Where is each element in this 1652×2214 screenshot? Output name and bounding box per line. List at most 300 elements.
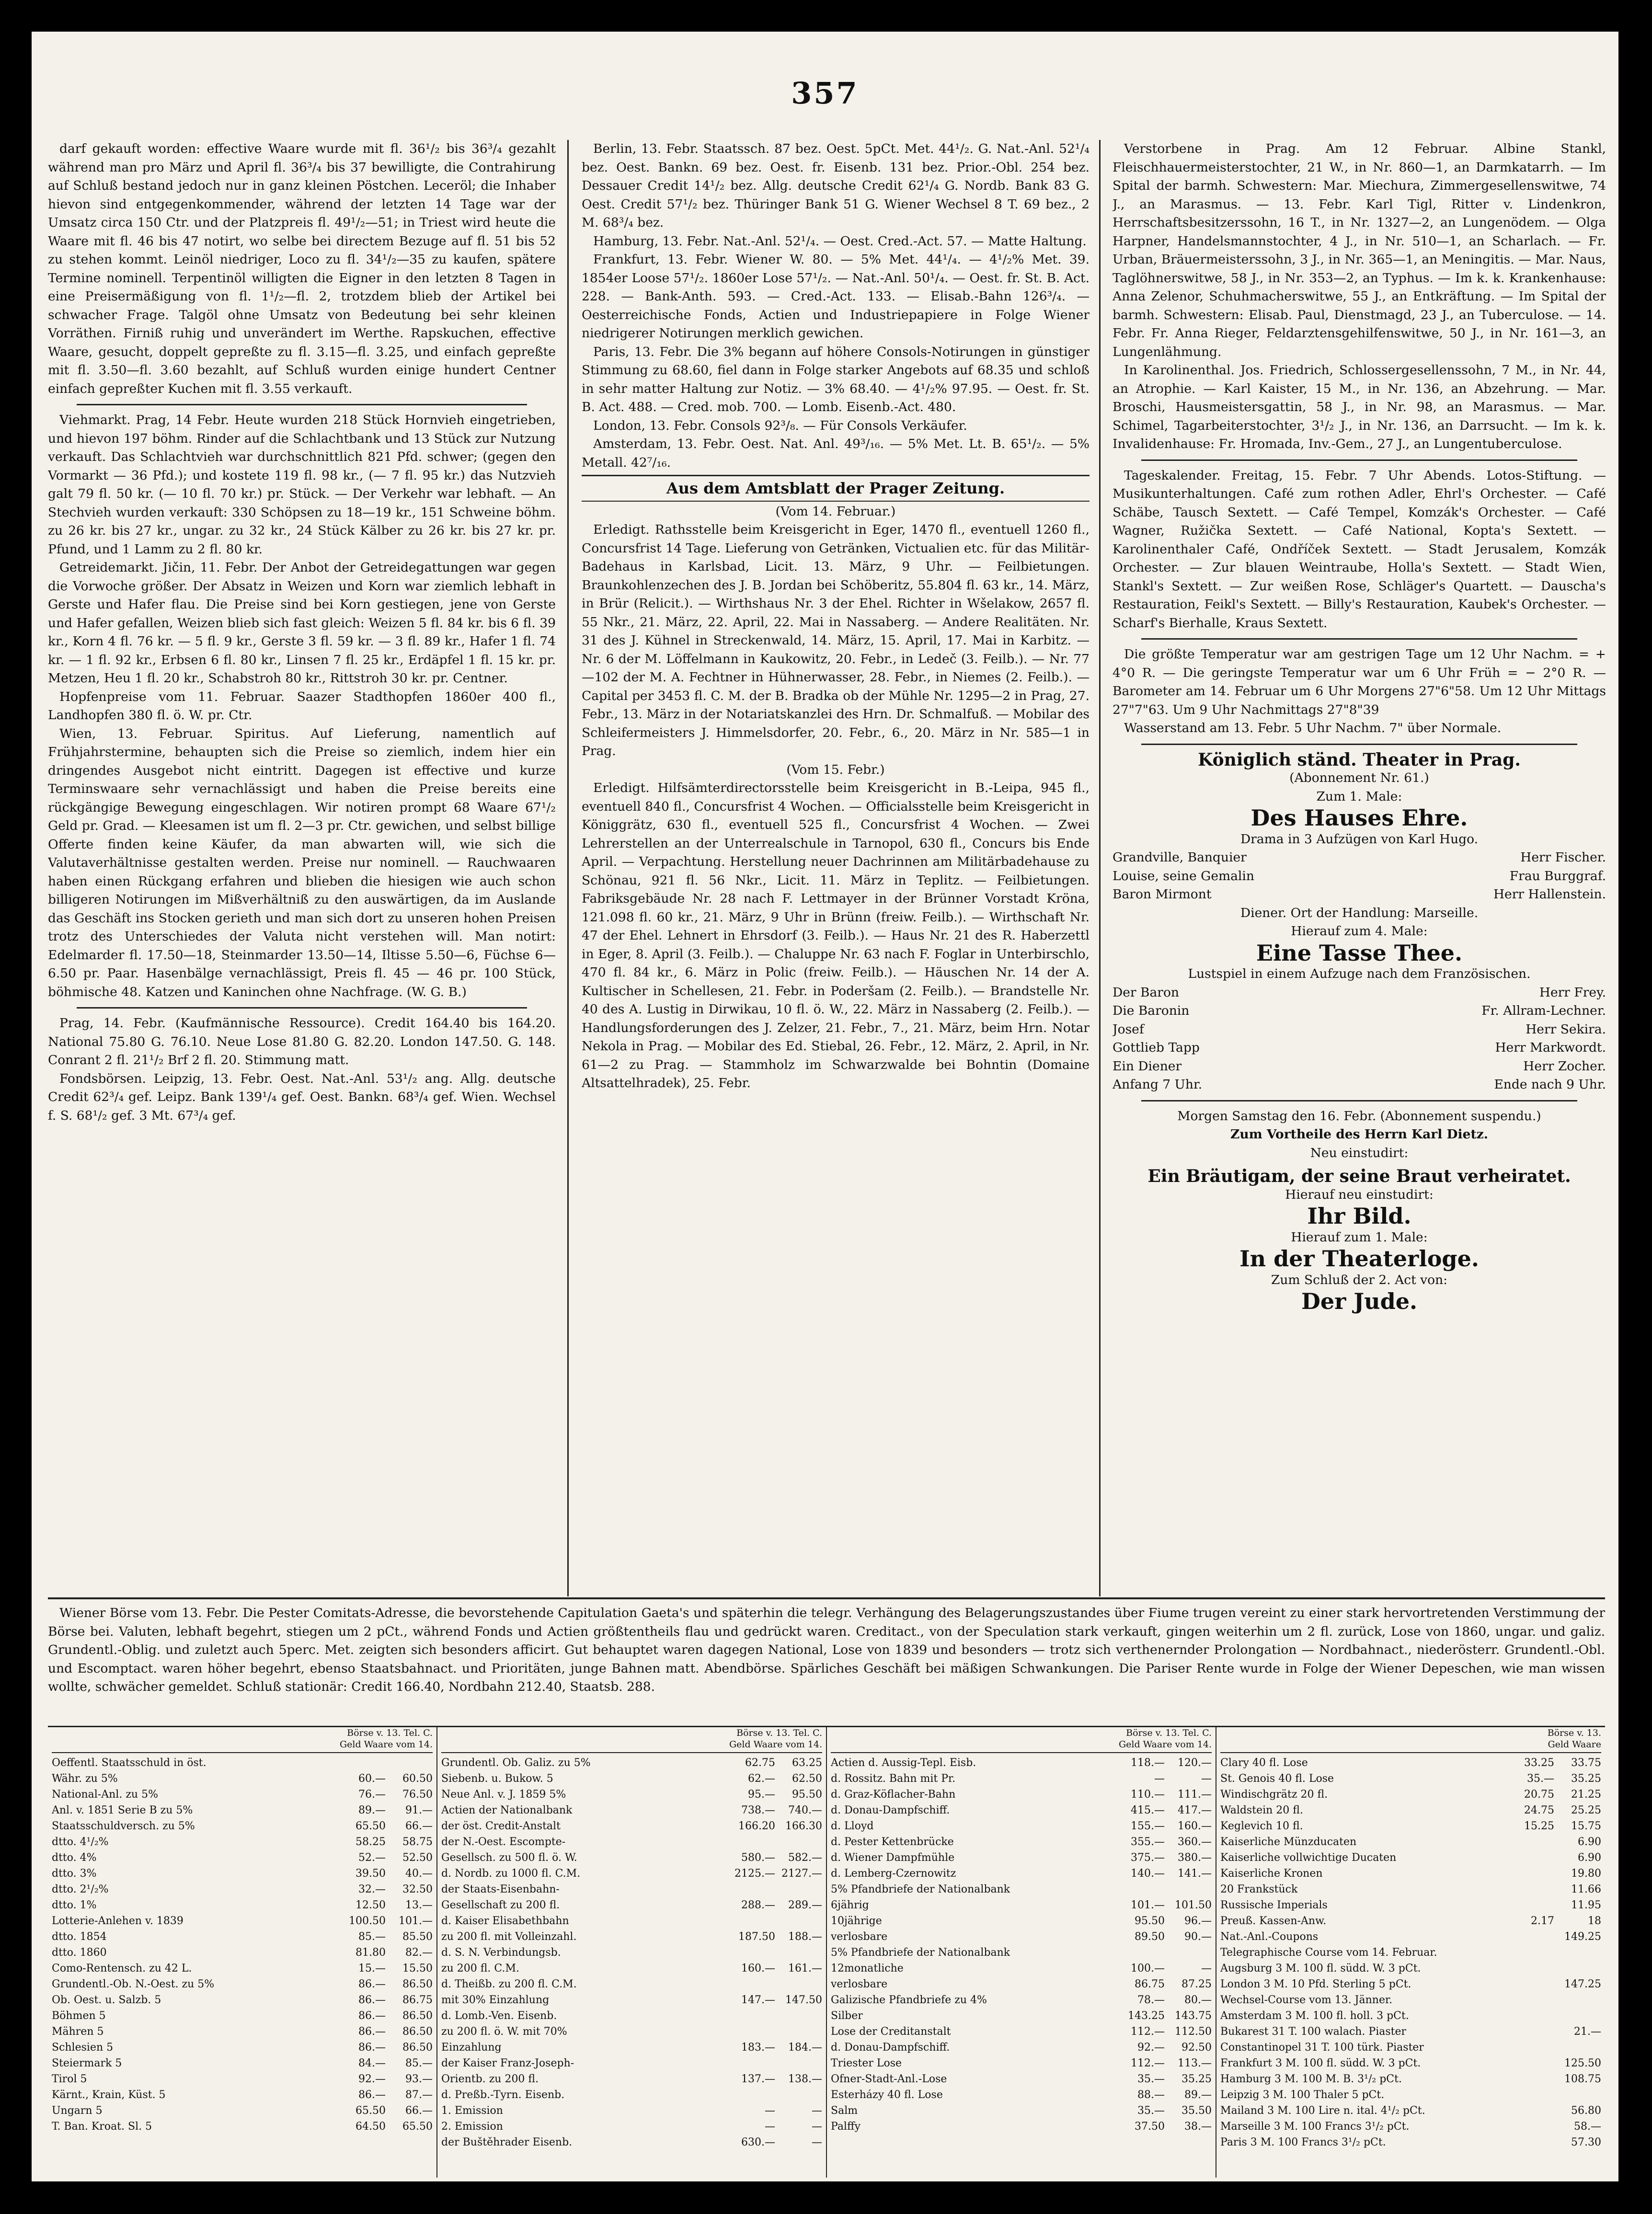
geld-value: 35.— xyxy=(1137,2073,1165,2085)
waare-value xyxy=(1165,1945,1212,1961)
geld-value xyxy=(1507,2087,1554,2103)
security-name: d. Kaiser Elisabethbahn xyxy=(441,1915,569,1927)
geld-value: 86.75 xyxy=(1135,1978,1165,1990)
security-name: d. Lemberg-Czernowitz xyxy=(831,1868,956,1880)
bourse-table-row xyxy=(441,1834,822,1850)
waare-value: 13.— xyxy=(405,1899,433,1911)
newspaper-page xyxy=(34,34,1616,2179)
play-5-title: In der Theaterloge. xyxy=(1239,1246,1479,1272)
play-2-subtitle: Lustspiel in einem Aufzuge nach dem Französischen. xyxy=(1188,966,1531,981)
waare-value: 161.— xyxy=(788,1962,822,1974)
waare-value: 40.— xyxy=(405,1868,433,1880)
waare-value: 62.50 xyxy=(792,1773,822,1785)
deaths-text: Verstorbene in Prag. Am 12 Februar. Albine Stankl, Fleischhauermeisterstochter, 21 W., in Nr. 860—1, an Darmkatarrh. — Im Spital der barmh. Schwestern: Mar. Miechura, Zimmergesellenswitwe, 74 J., an Marasmus. — 13. Febr. Karl Tigl, Ritter v. Lindenkron, Herrschaftsbesitzerssohn, 16 T., in Nr. 1327—2, an Lungenödem. — Olga Harpner, Handelsmannstochter, 4 J., in Nr. 510—1, an Scharlach. — Fr. Urban, Bräuermeisterssohn, 3 J., in Nr. 365—1, an Meningitis. — Mar. Naus, Taglöhnerswitwe, 58 J., in Nr. 353—2, an Typhus. — Im k. k. Krankenhause: Anna Zelenor, Schuhmacherswitwe, 55 J., an Entkräftung. — Im Spital der barmh. Schwestern: Elisab. Paul, Dienstmagd, 23 J., an Tuberculose. — 14. Febr. Fr. Anna Rieger, Feldarztensgehilfenswitwe, 50 J., in Nr. 161—3, an Lungenlähmung. xyxy=(1113,141,1606,359)
geld-value: 160.— xyxy=(741,1962,775,1974)
security-name: Orientb. zu 200 fl. xyxy=(441,2073,539,2085)
geld-value: 2125.— xyxy=(734,1868,775,1880)
bourse-table-row xyxy=(1220,1866,1601,1881)
geld-value: 143.25 xyxy=(1128,2010,1165,2022)
theater-hierauf-2: Hierauf neu einstudirt: xyxy=(1285,1187,1434,1202)
security-name: zu 200 fl. ö. W. mit 70% xyxy=(441,2026,567,2038)
bourse-table-row xyxy=(441,2071,822,2087)
geld-value: 33.25 xyxy=(1524,1757,1554,1769)
waare-value: 96.— xyxy=(1184,1915,1212,1927)
waare-value: 80.— xyxy=(1184,1994,1212,2006)
security-name: Kärnt., Krain, Küst. 5 xyxy=(52,2089,166,2101)
security-name: zu 200 fl. C.M. xyxy=(441,1962,519,1974)
waare-value: 58.— xyxy=(1574,2121,1601,2133)
security-name: Hamburg 3 M. 100 M. B. 3¹/₂ pCt. xyxy=(1220,2073,1402,2085)
waare-value: 184.— xyxy=(788,2042,822,2053)
security-name: d. Theißb. zu 200 fl. C.M. xyxy=(441,1978,577,1990)
bourse-table-row xyxy=(52,2071,433,2087)
waare-value: 11.95 xyxy=(1571,1899,1601,1911)
security-name: National-Anl. zu 5% xyxy=(52,1789,158,1801)
security-name: Triester Lose xyxy=(831,2057,902,2069)
cast-actor: Frau Burggraf. xyxy=(1509,868,1606,883)
geld-value: 81.80 xyxy=(356,1947,386,1959)
bourse-table-row xyxy=(831,2055,1212,2071)
bourse-table-row xyxy=(1220,2008,1601,2024)
security-name: Oeffentl. Staatsschuld in öst. xyxy=(52,1757,206,1769)
bourse-table-row xyxy=(441,1771,822,1787)
geld-value xyxy=(1507,1850,1554,1866)
waare-value: 11.66 xyxy=(1571,1883,1601,1895)
prague-ressource-text: Prag, 14. Febr. (Kaufmännische Ressource). Credit 164.40 bis 164.20. National 75.80 G. 76.10. Neue Lose 81.80 G. 82.20. London 147.50. G. 148. Conrant 2 fl. 21¹/₂ Brf 2 fl. 20. Stimmung matt. xyxy=(48,1016,556,1067)
geld-value: 112.— xyxy=(1131,2057,1165,2069)
security-name: der Buštěhrader Eisenb. xyxy=(441,2136,573,2148)
security-name: Ofner-Stadt-Anl.-Lose xyxy=(831,2073,947,2085)
waare-value xyxy=(1554,1992,1601,2008)
bourse-table-row xyxy=(1220,2087,1601,2103)
security-name: Russische Imperials xyxy=(1220,1899,1328,1911)
waare-value: 15.50 xyxy=(402,1962,433,1974)
security-name: der Staats-Eisenbahn- xyxy=(441,1883,560,1895)
security-name: dtto. 2¹/₂% xyxy=(52,1883,109,1895)
security-name: d. Pester Kettenbrücke xyxy=(831,1836,954,1848)
waare-value: 86.50 xyxy=(402,2010,433,2022)
security-name: Ungarn 5 xyxy=(52,2105,103,2117)
security-name: Bukarest 31 T. 100 walach. Piaster xyxy=(1220,2026,1407,2038)
geld-value: 100.50 xyxy=(349,1915,386,1927)
bourse-table-row xyxy=(441,2119,822,2134)
security-name: 5% Pfandbriefe der Nationalbank xyxy=(831,1947,1010,1959)
security-name: Neue Anl. v. J. 1859 5% xyxy=(441,1789,566,1801)
security-name: T. Ban. Kroat. Sl. 5 xyxy=(52,2121,152,2133)
security-name: Paris 3 M. 100 Francs 3¹/₂ pCt. xyxy=(1220,2136,1386,2148)
paris-text: Paris, 13. Febr. Die 3% begann auf höhere Consols-Notirungen in günstiger Stimmung zu 68.60, fiel dann in Folge starker Angebots auf 68.35 und schloß in sehr matter Haltung zur Notiz. — 3% 68.40. — 4¹/₂% 97.95. — Oest. fr. St. B. Act. 488. — Cred. mob. 700. — Lomb. Eisenb.-Act. 480. xyxy=(582,344,1090,414)
security-name: Ob. Oest. u. Salzb. 5 xyxy=(52,1994,161,2006)
geld-value: 92.— xyxy=(1137,2042,1165,2053)
waare-value: 66.— xyxy=(405,1820,433,1832)
bourse-table-row xyxy=(1220,2134,1601,2150)
waare-value: 90.— xyxy=(1184,1931,1212,1943)
waare-value: 58.75 xyxy=(402,1836,433,1848)
play-2-title: Eine Tasse Thee. xyxy=(1256,940,1463,966)
security-name: Siebenb. u. Bukow. 5 xyxy=(441,1773,553,1785)
bourse-table-row xyxy=(1220,1818,1601,1834)
security-name: Kaiserliche Münzducaten xyxy=(1220,1836,1357,1848)
bourse-table-row xyxy=(831,1818,1212,1834)
cast-role: Der Baron xyxy=(1113,985,1179,1000)
waare-value: 19.80 xyxy=(1571,1868,1601,1880)
security-name: Kaiserliche Kronen xyxy=(1220,1868,1323,1880)
bourse-table-row xyxy=(1220,1850,1601,1866)
waare-value: 66.— xyxy=(405,2105,433,2117)
waare-value: 160.— xyxy=(1178,1820,1212,1832)
bourse-table-row xyxy=(441,2087,822,2103)
waare-value: 15.75 xyxy=(1571,1820,1601,1832)
bourse-table-row xyxy=(831,2071,1212,2087)
cast-role: Die Baronin xyxy=(1113,1003,1190,1018)
waare-value: 32.50 xyxy=(402,1883,433,1895)
security-name: 2. Emission xyxy=(441,2121,503,2133)
security-name: dtto. 1854 xyxy=(52,1931,107,1943)
security-name: Lotterie-Anlehen v. 1839 xyxy=(52,1915,184,1927)
geld-value xyxy=(728,2008,775,2024)
bourse-table-row xyxy=(441,2040,822,2055)
cast-row xyxy=(1113,1039,1606,1057)
fondsboersen-text: Fondsbörsen. Leipzig, 13. Febr. Oest. Nat.-Anl. 53¹/₂ ang. Allg. deutsche Credit 62³/₄ gef. Leipz. Bank 139¹/₄ gef. Oest. Bankn. 68³/₄ gef. Wien. Wechsel f. S. 68¹/₂ gef. 3 Mt. 67³/₄ gef. xyxy=(48,1071,556,1123)
bourse-table-row xyxy=(1220,2055,1601,2071)
vienna-bourse-report xyxy=(48,1604,1605,1697)
geld-value: 112.— xyxy=(1131,2026,1165,2038)
geld-value xyxy=(1507,1897,1554,1913)
waare-value: 188.— xyxy=(788,1931,822,1943)
geld-value: 37.50 xyxy=(1135,2121,1165,2133)
security-name: Steiermark 5 xyxy=(52,2057,122,2069)
bourse-table-row xyxy=(52,1945,433,1961)
bourse-table-row xyxy=(52,1755,433,1771)
waare-value: 6.90 xyxy=(1578,1852,1601,1864)
waare-value: 92.50 xyxy=(1182,2042,1212,2053)
waare-value: 82.— xyxy=(405,1947,433,1959)
waare-value xyxy=(775,2055,822,2071)
waare-value: 95.50 xyxy=(792,1789,822,1801)
hamburg-text: Hamburg, 13. Febr. Nat.-Anl. 52¹/₄. — Oest. Cred.-Act. 57. — Matte Haltung. xyxy=(593,233,1087,249)
bourse-table-row xyxy=(441,1976,822,1992)
divider xyxy=(77,404,527,405)
waare-value: 149.25 xyxy=(1564,1931,1601,1943)
geld-value xyxy=(1507,1881,1554,1897)
geld-value: 65.50 xyxy=(356,1820,386,1832)
geld-value: 39.50 xyxy=(356,1868,386,1880)
bourse-table-row xyxy=(441,2055,822,2071)
waare-value: 91.— xyxy=(405,1804,433,1816)
play-1-subtitle: Drama in 3 Aufzügen von Karl Hugo. xyxy=(1240,831,1479,847)
geld-value: 110.— xyxy=(1131,1789,1165,1801)
cast-actor: Herr Fischer. xyxy=(1520,850,1606,865)
cast-actor: Herr Hallenstein. xyxy=(1493,887,1606,902)
security-name: Silber xyxy=(831,2010,863,2022)
geld-value xyxy=(1507,2055,1554,2071)
security-name: Nat.-Anl.-Coupons xyxy=(1220,1931,1319,1943)
security-name: 6jährig xyxy=(831,1899,869,1911)
bourse-table-row xyxy=(1220,1802,1601,1818)
geld-value xyxy=(728,1976,775,1992)
bourse-table-row xyxy=(441,2134,822,2150)
cast-row xyxy=(1113,885,1606,904)
geld-value xyxy=(1118,1945,1165,1961)
waare-value: 120.— xyxy=(1178,1757,1212,1769)
bourse-table-row xyxy=(52,1961,433,1976)
cast-actor: Ende nach 9 Uhr. xyxy=(1494,1077,1606,1092)
geld-value: 86.— xyxy=(358,1978,386,1990)
security-name: dtto. 4¹/₂% xyxy=(52,1836,109,1848)
geld-value: 86.— xyxy=(358,1994,386,2006)
page-number: 357 xyxy=(791,76,859,111)
security-name: verlosbare xyxy=(831,1978,888,1990)
geld-value: 92.— xyxy=(358,2073,386,2085)
security-name: Telegraphische Course vom 14. Februar. xyxy=(1220,1947,1437,1959)
waare-value: 35.50 xyxy=(1182,2105,1212,2117)
security-name: Gesellsch. zu 500 fl. ö. W. xyxy=(441,1852,577,1864)
waare-value xyxy=(1554,1945,1601,1961)
geld-value xyxy=(728,1881,775,1897)
security-name: 5% Pfandbriefe der Nationalbank xyxy=(831,1883,1010,1895)
play-1-place: Diener. Ort der Handlung: Marseille. xyxy=(1240,905,1479,920)
waare-value: 143.75 xyxy=(1175,2010,1212,2022)
bourse-table-row xyxy=(441,1992,822,2008)
geld-value xyxy=(728,2024,775,2040)
waare-value: 89.— xyxy=(1184,2089,1212,2101)
bourse-table-row xyxy=(831,1992,1212,2008)
bourse-table-row xyxy=(1220,1945,1601,1961)
divider xyxy=(1141,1100,1577,1101)
day-calendar-text: Tageskalender. Freitag, 15. Febr. 7 Uhr Abends. Lotos-Stiftung. — Musikunterhaltungen. Café zum rothen Adler, Ehrl's Orchester. — Café Schäbe, Tausch Sextett. — Café Tempel, Komzák's Orchester. — Café Wagner, Ružička Sextett. — Café National, Kopta's Sextett. — Karolinenthaler Café, Ondříček Sextett. — Stadt Jerusalem, Komzák Orchester. — Zur blauen Weintraube, Holla's Sextett. — Stadt Wien, Stankl's Sextett. — Zur weißen Rose, Schläger's Quartett. — Dauscha's Restauration, Feikl's Sextett. — Billy's Restauration, Kaubek's Orchester. — Scharf's Bierhalle, Kraus Sextett. xyxy=(1113,468,1606,631)
geld-value xyxy=(1507,1929,1554,1945)
security-name: 20 Frankstück xyxy=(1220,1883,1298,1895)
cast-actor: Herr Frey. xyxy=(1539,985,1606,1000)
waare-value: 360.— xyxy=(1178,1836,1212,1848)
security-name: d. Nordb. zu 1000 fl. C.M. xyxy=(441,1868,581,1880)
security-name: Windischgrätz 20 fl. xyxy=(1220,1789,1328,1801)
bourse-table-header: Börse v. 13. Geld Waare xyxy=(1220,1727,1601,1753)
security-name: d. Lloyd xyxy=(831,1820,874,1832)
waare-value: 166.30 xyxy=(785,1820,822,1832)
vienna-market-text: Wien, 13. Februar. Spiritus. Auf Lieferung, namentlich auf Frühjahrstermine, behaupten sich die Preise so ziemlich, indem hier ein dringendes Ausgebot nicht eintritt. Dagegen ist effective und kurze Terminswaare sehr vernachlässigt und haben die Preise bereits eine rückgängige Bewegung eingeschlagen. Wir notiren prompt 68 Waare 67¹/₂ Geld pr. Grad. — Kleesamen ist um fl. 2—3 pr. Ctr. gewichen, und selbst billige Offerte finden keine Käufer, da man abwarten will, wie sich die Valutaverhältnisse gestalten werden. Preise nur nominell. — Rauchwaaren haben einen Rückgang erfahren und blieben die hiesigen wie auch schon billigeren Notirungen im Mißverhältniß zu den auswärtigen, da im Auslande das Geschäft ins Stocken gerieth und man sich dort zu unseren hohen Preisen trotz des Unterschiedes der Valuta nicht verstehen will. Man notirt: Edelmarder fl. 17.50—18, Steinmarder 13.50—14, Iltisse 5.50—6, Füchse 6—6.50 pr. Paar. Hasenbälge vernachlässigt, Preis fl. 45 — 46 pr. 100 Stück, böhmische 48. Katzen und Kaninchen ohne Nachfrage. (W. G. B.) xyxy=(48,726,556,999)
waare-value: 38.— xyxy=(1184,2121,1212,2133)
security-name: Schlesien 5 xyxy=(52,2042,114,2053)
frankfurt-text: Frankfurt, 13. Febr. Wiener W. 80. — 5% Met. 44¹/₄. — 4¹/₂% Met. 39. 1854er Loose 57¹/₂. 1860er Lose 57¹/₂. — Nat.-Anl. 50¹/₄. — Oest. fr. St. B. Act. 228. — Bank-Anth. 593. — Cred.-Act. 133. — Elisab.-Bahn 126³/₄. — Oesterreichische Fonds, Actien und Industriepapiere in Folge Wiener niedrigerer Notirungen merklich gewichen. xyxy=(582,252,1090,341)
geld-value: 35.— xyxy=(1527,1773,1554,1785)
geld-value: 580.— xyxy=(741,1852,775,1864)
security-name: Währ. zu 5% xyxy=(52,1773,118,1785)
security-name: dtto. 4% xyxy=(52,1852,97,1864)
security-name: Marseille 3 M. 100 Francs 3¹/₂ pCt. xyxy=(1220,2121,1410,2133)
bourse-table-row xyxy=(441,1897,822,1913)
waare-value: — xyxy=(812,2105,822,2117)
cast-actor: Herr Sekira. xyxy=(1526,1021,1606,1037)
waare-value: 93.— xyxy=(405,2073,433,2085)
geld-value: 86.— xyxy=(358,2026,386,2038)
geld-value: 86.— xyxy=(358,2089,386,2101)
cast-role: Anfang 7 Uhr. xyxy=(1113,1077,1203,1092)
geld-value xyxy=(1507,1976,1554,1992)
waare-value: 740.— xyxy=(788,1804,822,1816)
geld-value: 12.50 xyxy=(356,1899,386,1911)
security-name: Lose der Creditanstalt xyxy=(831,2026,951,2038)
bourse-table-row xyxy=(52,2024,433,2040)
column-rule xyxy=(567,140,569,1596)
bourse-table-row xyxy=(441,1850,822,1866)
karolinenthal-text: In Karolinenthal. Jos. Friedrich, Schlossergesellenssohn, 7 M., in Nr. 44, an Atrophie. — Karl Kaister, 15 M., in Nr. 136, an Abzehrung. — Mar. Broschi, Hausmeistersgattin, 58 J., in Nr. 98, an Marasmus. — Mar. Schimel, Tagarbeiterstochter, 3¹/₂ J., in Nr. 136, an Darrsucht. — Im k. k. Invalidenhause: Fr. Hromada, Inv.-Gem., 27 J., an Lungentuberculose. xyxy=(1113,363,1606,451)
security-name: Staatsschuldversch. zu 5% xyxy=(52,1820,195,1832)
waare-value xyxy=(1554,2008,1601,2024)
geld-value: 95.— xyxy=(748,1789,775,1801)
waare-value: 86.50 xyxy=(402,2042,433,2053)
bourse-table-row xyxy=(441,1945,822,1961)
waare-value: 35.25 xyxy=(1571,1773,1601,1785)
amtsblatt-date-1: (Vom 14. Februar.) xyxy=(775,504,896,519)
bourse-table-row xyxy=(441,1913,822,1929)
geld-value xyxy=(1507,2071,1554,2087)
divider xyxy=(1141,459,1577,461)
cast-role: Louise, seine Gemalin xyxy=(1113,868,1254,883)
bourse-table-row xyxy=(831,2008,1212,2024)
geld-value: 166.20 xyxy=(738,1820,775,1832)
bourse-table-row xyxy=(831,2024,1212,2040)
security-name: Salm xyxy=(831,2105,858,2117)
security-name: der N.-Oest. Escompte- xyxy=(441,1836,566,1848)
waare-value: 2127.— xyxy=(781,1868,822,1880)
cast-actor: Herr Zocher. xyxy=(1523,1058,1606,1074)
bourse-table-row xyxy=(831,1881,1212,1897)
column-1 xyxy=(48,140,556,1596)
waare-value: 111.— xyxy=(1178,1789,1212,1801)
waare-value: 25.25 xyxy=(1571,1804,1601,1816)
waare-value xyxy=(1554,2040,1601,2055)
bourse-table-row xyxy=(1220,1976,1601,1992)
security-name: 12monatliche xyxy=(831,1962,904,1974)
geld-value: 630.— xyxy=(741,2136,775,2148)
waare-value xyxy=(386,1755,433,1771)
waare-value: 101.50 xyxy=(1175,1899,1212,1911)
geld-value: 15.— xyxy=(358,1962,386,1974)
security-name: St. Genois 40 fl. Lose xyxy=(1220,1773,1334,1785)
bourse-table-row xyxy=(831,2087,1212,2103)
security-name: dtto. 3% xyxy=(52,1868,97,1880)
bourse-table-row xyxy=(441,1818,822,1834)
bourse-table-row xyxy=(52,1913,433,1929)
security-name: d. Donau-Dampfschiff. xyxy=(831,1804,950,1816)
divider xyxy=(77,1007,527,1009)
security-name: 10jährige xyxy=(831,1915,882,1927)
bourse-table-row xyxy=(52,1976,433,1992)
geld-value: — xyxy=(765,2105,775,2117)
bourse-table-row xyxy=(1220,2071,1601,2087)
bourse-table-row xyxy=(1220,1992,1601,2008)
bourse-table-row xyxy=(831,1897,1212,1913)
bourse-table-row xyxy=(1220,2040,1601,2055)
waare-value: 63.25 xyxy=(792,1757,822,1769)
security-name: Constantinopel 31 T. 100 türk. Piaster xyxy=(1220,2042,1424,2053)
bourse-table-row xyxy=(441,1802,822,1818)
geld-value xyxy=(1507,2024,1554,2040)
theater-hierauf-1: Hierauf zum 4. Male: xyxy=(1291,924,1428,939)
waare-value: — xyxy=(812,2136,822,2148)
theater-abonnement: (Abonnement Nr. 61.) xyxy=(1289,770,1429,785)
geld-value: 84.— xyxy=(358,2057,386,2069)
security-name: Gesellschaft zu 200 fl. xyxy=(441,1899,560,1911)
geld-value xyxy=(1507,1961,1554,1976)
geld-value xyxy=(728,1913,775,1929)
security-name: d. Wiener Dampfmühle xyxy=(831,1852,955,1864)
bourse-table-row xyxy=(831,1913,1212,1929)
geld-value xyxy=(1507,1834,1554,1850)
cattle-market-text: Viehmarkt. Prag, 14 Febr. Heute wurden 218 Stück Hornvieh eingetrieben, und hievon 197 böhm. Rinder auf die Schlachtbank und 13 Stück zur Nutzung verkauft. Das Schlachtvieh war durchschnittlich 821 Pfd. schwer; (gegen den Vormarkt — 36 Pfd.); und kostete 119 fl. 98 kr., (— 7 fl. 95 kr.) das Nutzvieh galt 79 fl. 50 kr. (— 10 fl. 70 kr.) pr. Stück. — Der Verkehr war lebhaft. — An Stechvieh wurden verkauft: 330 Schöpsen zu 18—19 kr., 151 Schweine böhm. zu 26 kr. bis 27 kr., ungar. zu 32 kr., 24 Stück Kälber zu 26 kr. bis 27 kr. pr. Pfund, und 1 Lamm zu 2 fl. 80 kr. xyxy=(48,413,556,557)
bourse-table-row xyxy=(52,2103,433,2119)
geld-value: 375.— xyxy=(1131,1852,1165,1864)
geld-value xyxy=(339,1755,386,1771)
bourse-table-row xyxy=(52,1834,433,1850)
security-name: Mähren 5 xyxy=(52,2026,104,2038)
bourse-table-row xyxy=(831,2040,1212,2055)
security-name: Amsterdam 3 M. 100 fl. holl. 3 pCt. xyxy=(1220,2010,1409,2022)
waare-value xyxy=(1554,1961,1601,1976)
waare-value: 87.25 xyxy=(1182,1978,1212,1990)
security-name: d. Preßb.-Tyrn. Eisenb. xyxy=(441,2089,565,2101)
waare-value: 33.75 xyxy=(1571,1757,1601,1769)
bourse-table-row xyxy=(52,1897,433,1913)
amtsblatt-date-2: (Vom 15. Febr.) xyxy=(786,762,885,777)
bourse-table-row xyxy=(441,1929,822,1945)
bourse-table-row xyxy=(831,1945,1212,1961)
bourse-table-row xyxy=(52,1929,433,1945)
waare-value: 86.50 xyxy=(402,2026,433,2038)
security-name: Preuß. Kassen-Anw. xyxy=(1220,1915,1327,1927)
bourse-table-row xyxy=(441,1787,822,1802)
security-name: Waldstein 20 fl. xyxy=(1220,1804,1303,1816)
security-name: Augsburg 3 M. 100 fl. südd. W. 3 pCt. xyxy=(1220,1962,1421,1974)
geld-value: 62.— xyxy=(748,1773,775,1785)
cast-row xyxy=(1113,1021,1606,1039)
geld-value: 2.17 xyxy=(1531,1915,1554,1927)
waare-value: 138.— xyxy=(788,2073,822,2085)
cast-role: Grandville, Banquier xyxy=(1113,850,1247,865)
security-name: Anl. v. 1851 Serie B zu 5% xyxy=(52,1804,193,1816)
security-name: d. Lomb.-Ven. Eisenb. xyxy=(441,2010,557,2022)
waare-value: 86.75 xyxy=(402,1994,433,2006)
cast-role: Baron Mirmont xyxy=(1113,887,1212,902)
grain-market-text: Getreidemarkt. Jičin, 11. Febr. Der Anbot der Getreidegattungen war gegen die Vorwoche größer. Der Absatz in Weizen und Korn war ziemlich lebhaft in Gerste und Hafer flau. Die Preise sind bei Korn gestiegen, jene von Gerste und Hafer gefallen, Weizen blieb sich fast gleich: Weizen 5 fl. 84 kr. bis 6 fl. 39 kr., Korn 4 fl. 76 kr. — 5 fl. 9 kr., Gerste 3 fl. 59 kr. — 3 fl. 89 kr., Hafer 1 fl. 74 kr. — 1 fl. 92 kr., Erbsen 6 fl. 80 kr., Linsen 7 fl. 25 kr., Erdäpfel 1 fl. 15 kr. pr. Metzen, Heu 1 fl. 20 kr., Schabstroh 80 kr., Rittstroh 30 kr. pr. Centner. xyxy=(48,560,556,686)
security-name: verlosbare xyxy=(831,1931,888,1943)
bourse-table-row xyxy=(831,1850,1212,1866)
security-name: d. S. N. Verbindungsb. xyxy=(441,1947,561,1959)
security-name: der öst. Credit-Anstalt xyxy=(441,1820,561,1832)
geld-value: 85.— xyxy=(358,1931,386,1943)
geld-value: — xyxy=(765,2121,775,2133)
hops-prices-text: Hopfenpreise vom 11. Februar. Saazer Stadthopfen 1860er 400 fl., Landhopfen 380 fl. ö. W. pr. Ctr. xyxy=(48,689,556,723)
bourse-table-row xyxy=(831,1866,1212,1881)
security-name: d. Graz-Köflacher-Bahn xyxy=(831,1789,956,1801)
geld-value: 64.50 xyxy=(356,2121,386,2133)
waare-value: 108.75 xyxy=(1564,2073,1601,2085)
waare-value: 52.50 xyxy=(402,1852,433,1864)
geld-value: 147.— xyxy=(741,1994,775,2006)
berlin-text: Berlin, 13. Febr. Staatssch. 87 bez. Oest. 5pCt. Met. 44¹/₂. G. Nat.-Anl. 52¹/₄ bez. Oest. Bankn. 69 bez. Oest. fr. Eisenb. 131 bez. Prior.-Obl. 254 bez. Dessauer Credit 14¹/₂ bez. Allg. deutsche Credit 62¹/₄ G. Nordb. Bank 83 G. Oest. Credit 57¹/₂ bez. Thüringer Bank 51 G. Wiener Wechsel 8 T. 69 bez., 2 M. 68³/₄ bez. xyxy=(582,141,1090,230)
geld-value: 100.— xyxy=(1131,1962,1165,1974)
bourse-table-row xyxy=(831,1755,1212,1771)
waare-value xyxy=(775,1945,822,1961)
geld-value: 60.— xyxy=(358,1773,386,1785)
waare-value: 147.50 xyxy=(785,1994,822,2006)
waare-value xyxy=(1554,2087,1601,2103)
bourse-table-row xyxy=(52,2087,433,2103)
geld-value: 78.— xyxy=(1137,1994,1165,2006)
bourse-table-row xyxy=(52,1787,433,1802)
bourse-table-row xyxy=(831,1976,1212,1992)
